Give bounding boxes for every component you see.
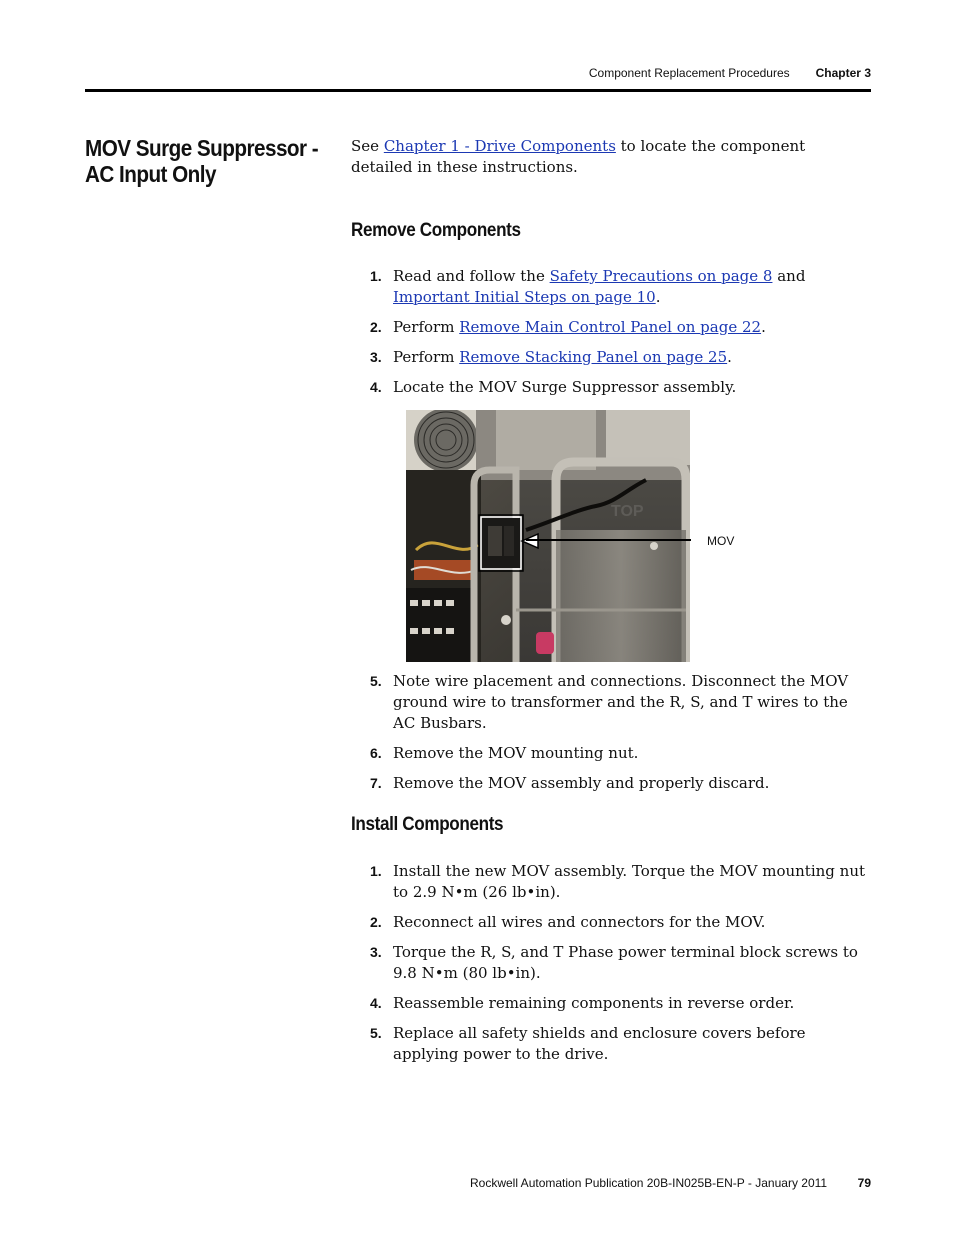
list-item: 1. Read and follow the Safety Precautions on page 8 and Important Initial Steps on page 10. (370, 267, 806, 306)
list-item: 2. Reconnect all wires and connectors for the MOV. (370, 913, 766, 931)
mov-photo-illustration (406, 410, 690, 662)
remove-steps-list-a (351, 266, 871, 407)
page-title: MOV Surge Suppressor - AC Input Only (85, 135, 319, 187)
header-rule (85, 89, 871, 92)
header-section-title: Component Replacement Procedures (588, 66, 790, 80)
chapter-1-link[interactable]: Chapter 1 - Drive Components (383, 137, 616, 155)
header-chapter: Chapter 3 (815, 66, 871, 80)
footer-publication: Rockwell Automation Publication 20B-IN025B-EN-P - January 2011 (470, 1176, 828, 1190)
install-components-heading: Install Components (351, 814, 504, 835)
list-item: 3. Torque the R, S, and T Phase power terminal block screws to 9.8 N•m (80 lb•in). (370, 943, 858, 982)
list-item: 4. Locate the MOV Surge Suppressor assembly. (370, 378, 737, 396)
list-item: 1. Install the new MOV assembly. Torque the MOV mounting nut to 2.9 N•m (26 lb•in). (370, 862, 866, 901)
intro-paragraph: See Chapter 1 - Drive Components to locate the component detailed in these instructions. (351, 137, 806, 176)
list-item: 4. Reassemble remaining components in reverse order. (370, 994, 795, 1012)
safety-precautions-link[interactable]: Safety Precautions on page 8 (549, 267, 773, 285)
list-item: 6. Remove the MOV mounting nut. (370, 744, 639, 762)
install-steps-list (351, 861, 871, 1074)
mov-assembly-photo (406, 410, 690, 662)
list-item: 5. Note wire placement and connections. Disconnect the MOV ground wire to transformer and the R, S, and T wires to the AC Busbars. (370, 672, 849, 732)
top-stencil-text: TOP (611, 503, 644, 520)
list-item: 3. Perform Remove Stacking Panel on page 25. (370, 348, 732, 366)
list-item: 5. Replace all safety shields and enclosure covers before applying power to the drive. (370, 1024, 806, 1063)
list-item: 2. Perform Remove Main Control Panel on page 22. (370, 318, 766, 336)
remove-components-heading: Remove Components (351, 220, 521, 241)
mov-callout-label: MOV (707, 534, 735, 548)
list-item: 7. Remove the MOV assembly and properly discard. (370, 774, 770, 792)
page-number: 79 (857, 1176, 871, 1190)
remove-main-control-panel-link[interactable]: Remove Main Control Panel on page 22 (459, 318, 762, 336)
remove-stacking-panel-link[interactable]: Remove Stacking Panel on page 25 (459, 348, 728, 366)
important-initial-steps-link[interactable]: Important Initial Steps on page 10 (393, 288, 656, 306)
remove-steps-list-b (351, 671, 871, 803)
mov-callout-line (526, 539, 691, 541)
running-header (589, 66, 871, 80)
